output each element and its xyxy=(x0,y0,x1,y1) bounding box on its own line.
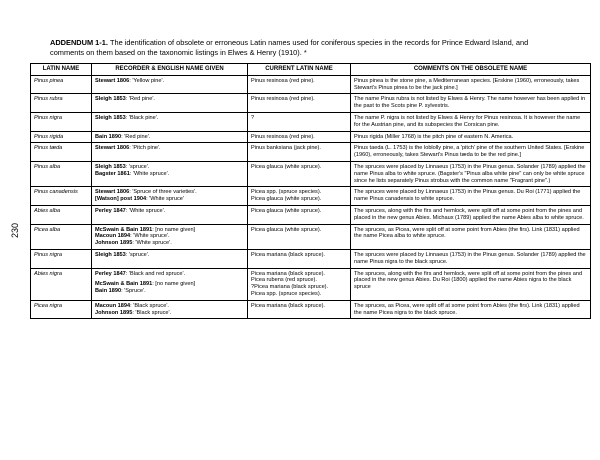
recorder-entry xyxy=(95,208,244,215)
current-name-entry: Picea glauca (white spruce). xyxy=(251,226,322,233)
latin-name-cell: Abies alba xyxy=(31,205,92,224)
table-row xyxy=(31,205,591,224)
recorder-cell xyxy=(92,75,248,94)
current-name-entry: Picea glauca (white spruce). xyxy=(251,196,322,203)
table-row xyxy=(31,161,591,186)
latin-name-cell: Picea nigra xyxy=(31,300,92,319)
latin-name-cell: Abies nigra xyxy=(31,268,92,300)
latin-name-cell: Pinus alba xyxy=(31,161,92,186)
recorder-cell xyxy=(92,94,248,113)
comment-cell: The spruces, along with the firs and hemlock, were split off at some point from the pines and placed in the new genus Abies. Du Roi (1800) applied the name Abies nigra to the black spruce xyxy=(351,268,591,300)
recorder-cell xyxy=(92,205,248,224)
comment-cell: The spruces, as Picea, were split off at some point from Abies (the firs). Link (1831) applied the name Picea nigra to the black spruce. xyxy=(351,300,591,319)
recorder-cell xyxy=(92,224,248,249)
recorder-name: Macoun 1894 xyxy=(95,302,131,309)
current-name-entry: Picea glauca (white spruce). xyxy=(251,163,322,170)
current-name-entry: Picea mariana (black spruce). xyxy=(251,270,325,277)
table-row xyxy=(31,268,591,300)
english-name: : 'Pitch pine'. xyxy=(129,145,161,152)
recorder-name: McSwain & Bain 1891 xyxy=(95,226,153,233)
table-row xyxy=(31,131,591,143)
english-name: : 'White spruce'. xyxy=(132,240,172,247)
recorder-name: Stewart 1806 xyxy=(95,145,130,152)
recorder-cell xyxy=(92,187,248,206)
recorder-entry xyxy=(95,145,244,152)
recorder-name: Bagster 1861 xyxy=(95,170,130,177)
english-name: : 'Spruce'. xyxy=(121,288,146,295)
recorder-name: Perley 1847 xyxy=(95,270,126,277)
current-name-cell xyxy=(248,161,351,186)
recorder-cell xyxy=(92,249,248,268)
recorder-entry xyxy=(95,115,244,122)
page-number: 230 xyxy=(10,222,20,238)
english-name: : 'Yellow pine'. xyxy=(129,77,165,84)
caption-text: The identification of obsolete or erroneous Latin names used for coniferous species in the records for Prince Edward Island, and comments on them based on the taxonomic listings in Elwes & Henry (1910). * xyxy=(50,38,529,57)
current-name-entry: ?Picea mariana (black spruce). xyxy=(251,284,329,291)
latin-name-cell: Pinus pinea xyxy=(31,75,92,94)
english-name: : 'Black spruce'. xyxy=(132,309,172,316)
latin-name-cell: Pinus nigra xyxy=(31,249,92,268)
recorder-name: Johnson 1895 xyxy=(95,240,133,247)
header-current-name: CURRENT LATIN NAME xyxy=(248,64,351,76)
english-name: : 'Red pine'. xyxy=(121,133,151,140)
recorder-name: Bain 1890 xyxy=(95,133,122,140)
current-name-entry: Picea spp. (spruce species). xyxy=(251,189,322,196)
comment-cell: The spruces were placed by Linnaeus (1753) in the Pinus genus. Du Roi (1771) applied the name Pinus canadensis to white spruce. xyxy=(351,187,591,206)
latin-name-cell: Pinus rubra xyxy=(31,94,92,113)
recorder-name: Bain 1890 xyxy=(95,288,122,295)
recorder-entry xyxy=(95,240,244,247)
recorder-cell xyxy=(92,300,248,319)
current-name-entry: Picea mariana (black spruce). xyxy=(251,302,325,309)
table-row xyxy=(31,75,591,94)
english-name: : 'White spruce'. xyxy=(129,170,170,177)
identification-table xyxy=(30,63,591,319)
recorder-entry xyxy=(95,288,244,295)
current-name-entry: Pinus resinosa (red pine). xyxy=(251,77,315,84)
table-row xyxy=(31,112,591,131)
english-name: : 'Black pine'. xyxy=(125,114,159,121)
current-name-cell xyxy=(248,268,351,300)
comment-cell: Pinus taeda (L. 1753) is the loblolly pine, a 'pitch' pine of the southern United States. [Erskine (1960), erroneously, takes Stewart's Pinus tæda to be the red pine.] xyxy=(351,143,591,162)
current-name-entry: Picea mariana (black spruce). xyxy=(251,251,325,258)
latin-name-cell: Pinus nigra xyxy=(31,112,92,131)
recorder-name: Perley 1847 xyxy=(95,207,126,214)
english-name: : 'White spruce' xyxy=(146,196,184,203)
current-name-cell xyxy=(248,131,351,143)
table-row xyxy=(31,94,591,113)
table-row xyxy=(31,224,591,249)
table-row xyxy=(31,143,591,162)
current-name-cell xyxy=(248,143,351,162)
comment-cell: The name P. nigra is not listed by Elwes & Henry for Pinus resinosa. It is however the name for the Austrian pine, and its subspecies the Corsican pine. xyxy=(351,112,591,131)
current-name-entry: Picea rubens (red spruce). xyxy=(251,277,317,284)
latin-name-cell: Pinus canadensis xyxy=(31,187,92,206)
recorder-entry xyxy=(95,281,244,288)
recorder-entry xyxy=(95,233,244,240)
recorder-entry xyxy=(95,96,244,103)
header-latin-name: LATIN NAME xyxy=(31,64,92,76)
table-header-row xyxy=(31,64,591,76)
current-name-cell xyxy=(248,224,351,249)
recorder-entry xyxy=(95,78,244,85)
english-name: : 'White spruce'. xyxy=(125,207,166,214)
english-name: : 'Black spruce'. xyxy=(130,302,169,309)
comment-cell: The spruces were placed by Linnaeus (1753) in the Pinus genus. Solander (1789) applied the name Pinus alba to white spruce. (Bagster's "Pinus alba white pine" can only be white spruce since he lists separately Pinus strobus with the common name "Fragrant pine".) xyxy=(351,161,591,186)
latin-name-cell: Pinus tæda xyxy=(31,143,92,162)
comment-cell: The spruces were placed by Linnaeus (1753) in the Pinus genus. Solander (1789) applied the name Pinus nigra to the black spruce. xyxy=(351,249,591,268)
english-name: : 'Black and red spruce'. xyxy=(125,270,186,277)
table-body xyxy=(31,75,591,319)
recorder-name: Johnson 1895 xyxy=(95,309,133,316)
current-name-entry: Picea spp. (spruce species). xyxy=(251,290,322,297)
english-name: : 'White spruce'. xyxy=(130,233,170,240)
english-name: : [no name given] xyxy=(152,226,196,233)
recorder-cell xyxy=(92,268,248,300)
current-name-cell xyxy=(248,94,351,113)
recorder-entry xyxy=(95,189,244,196)
recorder-name: Sleigh 1853 xyxy=(95,114,126,121)
recorder-name: Stewart 1806 xyxy=(95,189,130,196)
recorder-name: [Watson] post 1904 xyxy=(95,196,147,203)
english-name: : [no name given] xyxy=(152,281,196,288)
english-name: : 'Spruce of three varieties'. xyxy=(129,189,197,196)
recorder-name: Sleigh 1853 xyxy=(95,163,126,170)
comment-cell: The spruces, as Picea, were split off at some point from Abies (the firs). Link (1831) applied the name Picea alba to white spruce. xyxy=(351,224,591,249)
latin-name-cell: Pinus rigida xyxy=(31,131,92,143)
current-name-cell xyxy=(248,112,351,131)
recorder-entry xyxy=(95,196,244,203)
recorder-entry xyxy=(95,271,244,278)
recorder-entry xyxy=(95,310,244,317)
comment-cell: The name Pinus rubra is not listed by Elwes & Henry. The name however has been applied in the past to the Scots pine P. sylvestris. xyxy=(351,94,591,113)
current-name-entry: Pinus resinosa (red pine). xyxy=(251,96,315,103)
current-name-cell xyxy=(248,187,351,206)
table-row xyxy=(31,249,591,268)
current-name-cell xyxy=(248,300,351,319)
current-name-entry: Pinus banksiana (jack pine). xyxy=(251,145,321,152)
recorder-name: Stewart 1806 xyxy=(95,77,130,84)
recorder-entry xyxy=(95,227,244,234)
recorder-cell xyxy=(92,161,248,186)
recorder-name: McSwain & Bain 1891 xyxy=(95,281,153,288)
current-name-cell xyxy=(248,205,351,224)
recorder-entry xyxy=(95,134,244,141)
recorder-entry xyxy=(95,252,244,259)
table-caption xyxy=(50,38,560,57)
table-row xyxy=(31,187,591,206)
english-name: : 'spruce'. xyxy=(125,163,150,170)
recorder-name: Macoun 1894 xyxy=(95,233,131,240)
caption-label: ADDENDUM 1-1. xyxy=(50,38,108,47)
table-row xyxy=(31,300,591,319)
latin-name-cell: Picea alba xyxy=(31,224,92,249)
header-recorder: RECORDER & ENGLISH NAME GIVEN xyxy=(92,64,248,76)
recorder-entry xyxy=(95,164,244,171)
current-name-cell xyxy=(248,249,351,268)
current-name-cell xyxy=(248,75,351,94)
comment-cell: Pinus rigida (Miller 1768) is the pitch pine of eastern N. America. xyxy=(351,131,591,143)
recorder-cell xyxy=(92,143,248,162)
recorder-name: Sleigh 1853 xyxy=(95,251,126,258)
recorder-name: Sleigh 1853 xyxy=(95,96,126,103)
recorder-cell xyxy=(92,131,248,143)
english-name: : 'spruce'. xyxy=(125,251,150,258)
recorder-entry xyxy=(95,303,244,310)
english-name: : 'Red pine'. xyxy=(125,96,155,103)
recorder-entry xyxy=(95,171,244,178)
current-name-entry: Pinus resinosa (red pine). xyxy=(251,133,315,140)
current-name-entry: ? xyxy=(251,114,255,121)
comment-cell: The spruces, along with the firs and hemlock, were split off at some point from the pines and placed in the new genus Abies. Michaux (1789) applied the name Abies alba to white spruce. xyxy=(351,205,591,224)
header-comments: COMMENTS ON THE OBSOLETE NAME xyxy=(351,64,591,76)
recorder-cell xyxy=(92,112,248,131)
current-name-entry: Picea glauca (white spruce). xyxy=(251,207,322,214)
comment-cell: Pinus pinea is the stone pine, a Mediterranean species. [Erskine (1960), erroneously, takes Stewart's Pinus pinea to be the jack pine.] xyxy=(351,75,591,94)
